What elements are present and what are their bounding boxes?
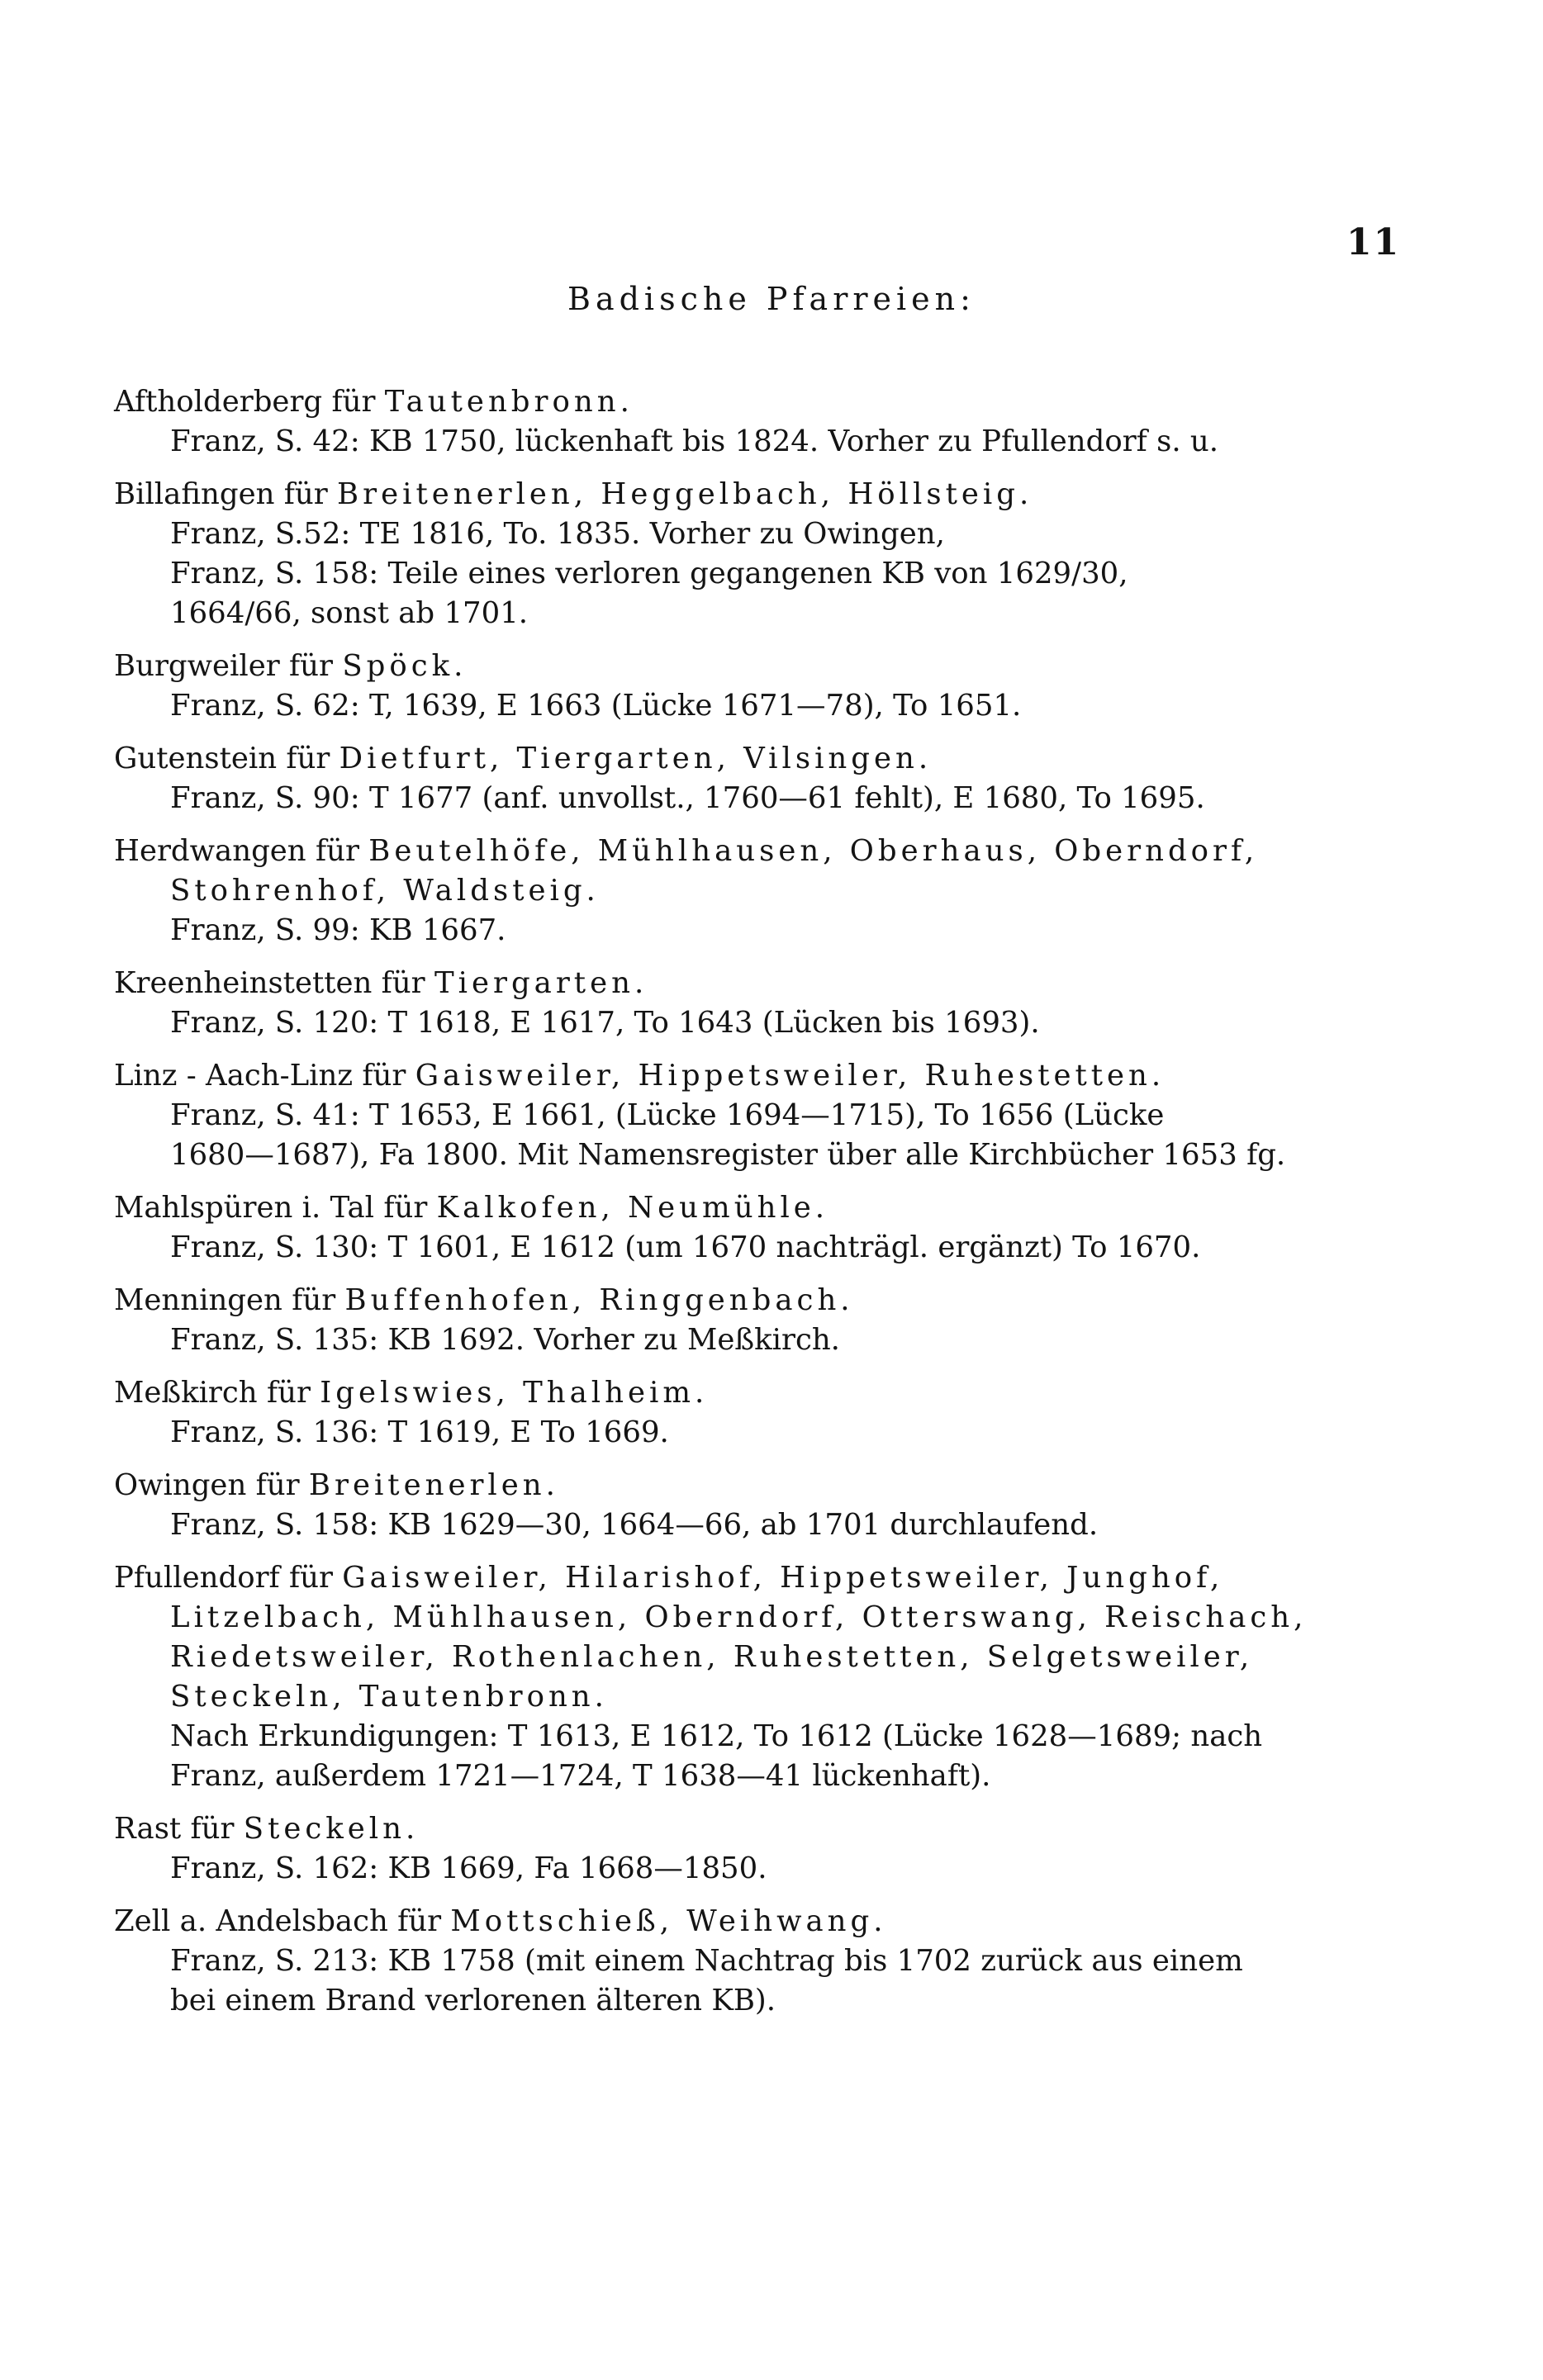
parish-name: Pfullendorf [114,1561,280,1595]
parish-entry-title [114,1902,1411,1941]
record-detail: Franz, S. 120: T 1618, E 1617, To 1643 (Lücken bis 1693). [170,1006,1040,1040]
served-places: Spöck. [342,649,468,683]
record-detail: Franz, S. 158: KB 1629—30, 1664—66, ab 1701 durchlaufend. [170,1508,1099,1542]
record-detail: Franz, S. 162: KB 1669, Fa 1668—1850. [170,1851,767,1885]
page-number: 11 [1346,221,1401,263]
parish-list [114,382,1411,2034]
parish-entry-title [114,964,1411,1003]
parish-entry [114,647,1411,726]
record-detail: bei einem Brand verlorenen älteren KB). [170,1984,776,2017]
parish-name: Billafingen [114,477,275,511]
record-detail: Franz, S. 130: T 1601, E 1612 (um 1670 nachträgl. ergänzt) To 1670. [170,1230,1201,1264]
parish-name: Menningen [114,1283,282,1317]
parish-name: Linz - Aach-Linz [114,1059,354,1093]
record-detail: Franz, S. 158: Teile eines verloren gegangenen KB von 1629/30, [170,557,1128,590]
connector-word: für [289,649,334,683]
parish-entry-title [114,739,1411,779]
record-detail: Franz, S. 41: T 1653, E 1661, (Lücke 1694—1715), To 1656 (Lücke [170,1098,1165,1132]
served-places: Igelswies, Thalheim. [320,1376,709,1410]
parish-entry [114,1902,1411,2021]
parish-entry-title [114,647,1411,686]
record-detail: 1664/66, sonst ab 1701. [170,596,529,630]
parish-entry-title [114,1809,1411,1849]
served-places: Kalkofen, Neumühle. [436,1191,829,1225]
parish-entry-title [114,1188,1411,1228]
served-places: Breitenerlen. [308,1468,559,1502]
record-detail: Franz, S. 90: T 1677 (anf. unvollst., 1760—61 fehlt), E 1680, To 1695. [170,781,1205,815]
served-places: Buffenhofen, Ringgenbach. [344,1283,854,1317]
parish-entry-title [114,382,1411,422]
parish-entry [114,1558,1411,1796]
parish-entry-title [114,1373,1411,1413]
connector-word: für [397,1904,442,1938]
parish-entry [114,739,1411,818]
parish-name: Aftholderberg [114,385,323,419]
served-places: Breitenerlen, Heggelbach, Höllsteig. [337,477,1033,511]
served-places: Mottschieß, Weihwang. [450,1904,887,1938]
parish-entry [114,382,1411,462]
parish-name: Gutenstein [114,742,278,775]
served-places: Beutelhöfe, Mühlhausen, Oberhaus, Oberndorf, Stohrenhof, Waldsteig. [170,834,1259,908]
parish-name: Meßkirch [114,1376,258,1410]
record-detail: Franz, S. 136: T 1619, E To 1669. [170,1415,669,1449]
parish-entry-title [114,832,1411,911]
page-heading: Badische Pfarreien: [567,281,976,317]
connector-word: für [315,834,359,868]
record-detail: Franz, außerdem 1721—1724, T 1638—41 lückenhaft). [170,1759,991,1793]
parish-entry-title [114,1558,1411,1717]
served-places: Gaisweiler, Hippetsweiler, Ruhestetten. [415,1059,1166,1093]
connector-word: für [255,1468,300,1502]
served-places: Dietfurt, Tiergarten, Vilsingen. [339,742,933,775]
parish-name: Kreenheinstetten [114,966,373,1000]
connector-word: für [292,1283,336,1317]
parish-name: Mahlspüren i. Tal [114,1191,375,1225]
connector-word: für [190,1812,235,1846]
connector-word: für [288,1561,333,1595]
connector-word: für [362,1059,406,1093]
parish-entry [114,964,1411,1043]
record-detail: 1680—1687), Fa 1800. Mit Namensregister über alle Kirchbücher 1653 fg. [170,1138,1286,1172]
record-detail: Franz, S. 213: KB 1758 (mit einem Nachtrag bis 1702 zurück aus einem [170,1944,1243,1978]
parish-name: Burgweiler [114,649,280,683]
served-places: Tiergarten. [434,966,648,1000]
record-detail: Franz, S. 99: KB 1667. [170,913,506,947]
parish-name: Rast [114,1812,182,1846]
parish-name: Herdwangen [114,834,306,868]
parish-name: Zell a. Andelsbach [114,1904,388,1938]
parish-entry-title [114,475,1411,514]
record-detail: Franz, S. 42: KB 1750, lückenhaft bis 1824. Vorher zu Pfullendorf s. u. [170,424,1219,458]
parish-entry [114,1281,1411,1360]
parish-entry-title [114,1281,1411,1320]
parish-entry [114,475,1411,633]
connector-word: für [383,1191,428,1225]
connector-word: für [266,1376,311,1410]
parish-entry [114,832,1411,951]
connector-word: für [331,385,376,419]
connector-word: für [286,742,330,775]
served-places: Tautenbronn. [384,385,634,419]
record-detail: Franz, S. 135: KB 1692. Vorher zu Meßkirch. [170,1323,840,1357]
parish-name: Owingen [114,1468,247,1502]
parish-entry [114,1188,1411,1268]
served-places: Gaisweiler, Hilarishof, Hippetsweiler, Junghof, Litzelbach, Mühlhausen, Oberndorf, Otterswang, Reischach, Riedetsweiler, Rothenlachen, Ruhestetten, Selgetsweiler, Steckeln, Tautenbronn. [170,1561,1308,1714]
connector-word: für [381,966,425,1000]
record-detail: Franz, S. 62: T, 1639, E 1663 (Lücke 1671—78), To 1651. [170,689,1022,723]
record-detail: Nach Erkundigungen: T 1613, E 1612, To 1612 (Lücke 1628—1689; nach [170,1719,1263,1753]
parish-entry [114,1056,1411,1175]
parish-entry-title [114,1056,1411,1096]
connector-word: für [283,477,328,511]
parish-entry [114,1809,1411,1889]
served-places: Steckeln. [243,1812,420,1846]
parish-entry [114,1466,1411,1545]
parish-entry-title [114,1466,1411,1505]
parish-entry [114,1373,1411,1453]
record-detail: Franz, S.52: TE 1816, To. 1835. Vorher zu Owingen, [170,517,945,551]
